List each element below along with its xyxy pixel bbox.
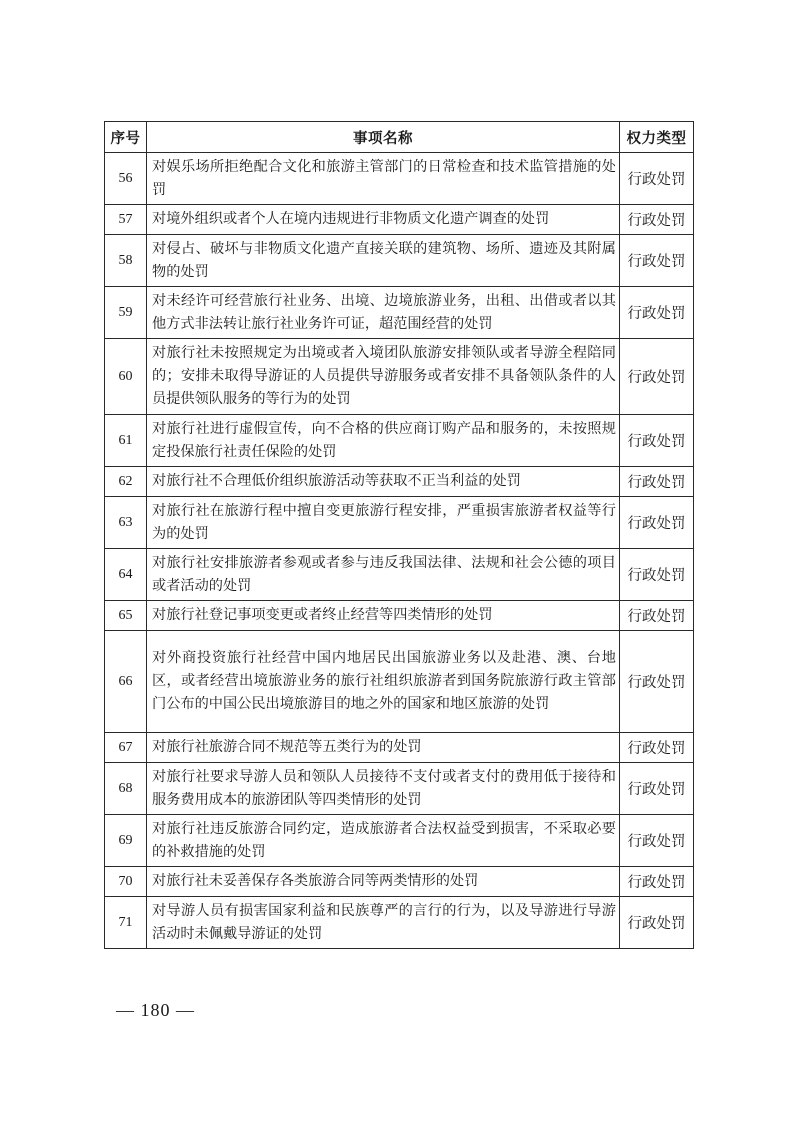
- row-item-name: 对旅行社要求导游人员和领队人员接待不支付或者支付的费用低于接待和服务费用成本的旅游团队等四类情形的处罚: [147, 763, 620, 815]
- row-power-type: 行政处罚: [620, 867, 694, 897]
- table-row: [105, 549, 694, 601]
- row-power-type: 行政处罚: [620, 235, 694, 287]
- table-row: [105, 897, 694, 949]
- row-number: 57: [105, 205, 147, 235]
- table-row: [105, 153, 694, 205]
- row-power-type: 行政处罚: [620, 631, 694, 733]
- row-number: 56: [105, 153, 147, 205]
- row-item-name: 对旅行社登记事项变更或者终止经营等四类情形的处罚: [147, 601, 620, 631]
- row-number: 60: [105, 339, 147, 415]
- table-header-row: [105, 122, 694, 153]
- table-row: [105, 467, 694, 497]
- column-header-type: 权力类型: [620, 122, 694, 153]
- table-row: [105, 733, 694, 763]
- table-row: [105, 339, 694, 415]
- row-power-type: 行政处罚: [620, 205, 694, 235]
- table-row: [105, 497, 694, 549]
- row-number: 65: [105, 601, 147, 631]
- row-power-type: 行政处罚: [620, 733, 694, 763]
- power-list-table-container: [104, 121, 693, 949]
- row-item-name: 对侵占、破坏与非物质文化遗产直接关联的建筑物、场所、遗迹及其附属物的处罚: [147, 235, 620, 287]
- table-row: [105, 235, 694, 287]
- row-power-type: 行政处罚: [620, 467, 694, 497]
- row-item-name: 对娱乐场所拒绝配合文化和旅游主管部门的日常检查和技术监管措施的处罚: [147, 153, 620, 205]
- row-item-name: 对旅行社旅游合同不规范等五类行为的处罚: [147, 733, 620, 763]
- row-power-type: 行政处罚: [620, 815, 694, 867]
- table-row: [105, 867, 694, 897]
- row-power-type: 行政处罚: [620, 153, 694, 205]
- table-row: [105, 763, 694, 815]
- row-power-type: 行政处罚: [620, 549, 694, 601]
- table-row: [105, 415, 694, 467]
- row-item-name: 对旅行社未按照规定为出境或者入境团队旅游安排领队或者导游全程陪同的；安排未取得导游证的人员提供导游服务或者安排不具备领队条件的人员提供领队服务的等行为的处罚: [147, 339, 620, 415]
- table-row: [105, 287, 694, 339]
- row-number: 69: [105, 815, 147, 867]
- page-number: — 180 —: [116, 1000, 195, 1020]
- row-number: 62: [105, 467, 147, 497]
- row-number: 67: [105, 733, 147, 763]
- row-number: 58: [105, 235, 147, 287]
- row-number: 59: [105, 287, 147, 339]
- row-item-name: 对外商投资旅行社经营中国内地居民出国旅游业务以及赴港、澳、台地区，或者经营出境旅游业务的旅行社组织旅游者到国务院旅游行政主管部门公布的中国公民出境旅游目的地之外的国家和地区旅游的处罚: [147, 631, 620, 733]
- column-header-number: 序号: [105, 122, 147, 153]
- row-power-type: 行政处罚: [620, 601, 694, 631]
- row-item-name: 对旅行社不合理低价组织旅游活动等获取不正当利益的处罚: [147, 467, 620, 497]
- row-power-type: 行政处罚: [620, 497, 694, 549]
- row-item-name: 对旅行社违反旅游合同约定，造成旅游者合法权益受到损害，不采取必要的补救措施的处罚: [147, 815, 620, 867]
- row-power-type: 行政处罚: [620, 897, 694, 949]
- row-item-name: 对旅行社在旅游行程中擅自变更旅游行程安排，严重损害旅游者权益等行为的处罚: [147, 497, 620, 549]
- table-row: [105, 601, 694, 631]
- row-number: 66: [105, 631, 147, 733]
- row-number: 64: [105, 549, 147, 601]
- table-row: [105, 205, 694, 235]
- row-item-name: 对旅行社安排旅游者参观或者参与违反我国法律、法规和社会公德的项目或者活动的处罚: [147, 549, 620, 601]
- row-number: 68: [105, 763, 147, 815]
- row-number: 71: [105, 897, 147, 949]
- row-item-name: 对导游人员有损害国家利益和民族尊严的言行的行为，以及导游进行导游活动时未佩戴导游证的处罚: [147, 897, 620, 949]
- row-item-name: 对旅行社进行虚假宣传，向不合格的供应商订购产品和服务的，未按照规定投保旅行社责任保险的处罚: [147, 415, 620, 467]
- row-power-type: 行政处罚: [620, 287, 694, 339]
- row-number: 70: [105, 867, 147, 897]
- row-item-name: 对旅行社未妥善保存各类旅游合同等两类情形的处罚: [147, 867, 620, 897]
- power-list-table: [104, 121, 694, 949]
- table-row: [105, 815, 694, 867]
- row-item-name: 对境外组织或者个人在境内违规进行非物质文化遗产调查的处罚: [147, 205, 620, 235]
- column-header-name: 事项名称: [147, 122, 620, 153]
- row-item-name: 对未经许可经营旅行社业务、出境、边境旅游业务，出租、出借或者以其他方式非法转让旅行社业务许可证，超范围经营的处罚: [147, 287, 620, 339]
- row-power-type: 行政处罚: [620, 415, 694, 467]
- row-power-type: 行政处罚: [620, 339, 694, 415]
- row-number: 63: [105, 497, 147, 549]
- row-power-type: 行政处罚: [620, 763, 694, 815]
- row-number: 61: [105, 415, 147, 467]
- table-row: [105, 631, 694, 733]
